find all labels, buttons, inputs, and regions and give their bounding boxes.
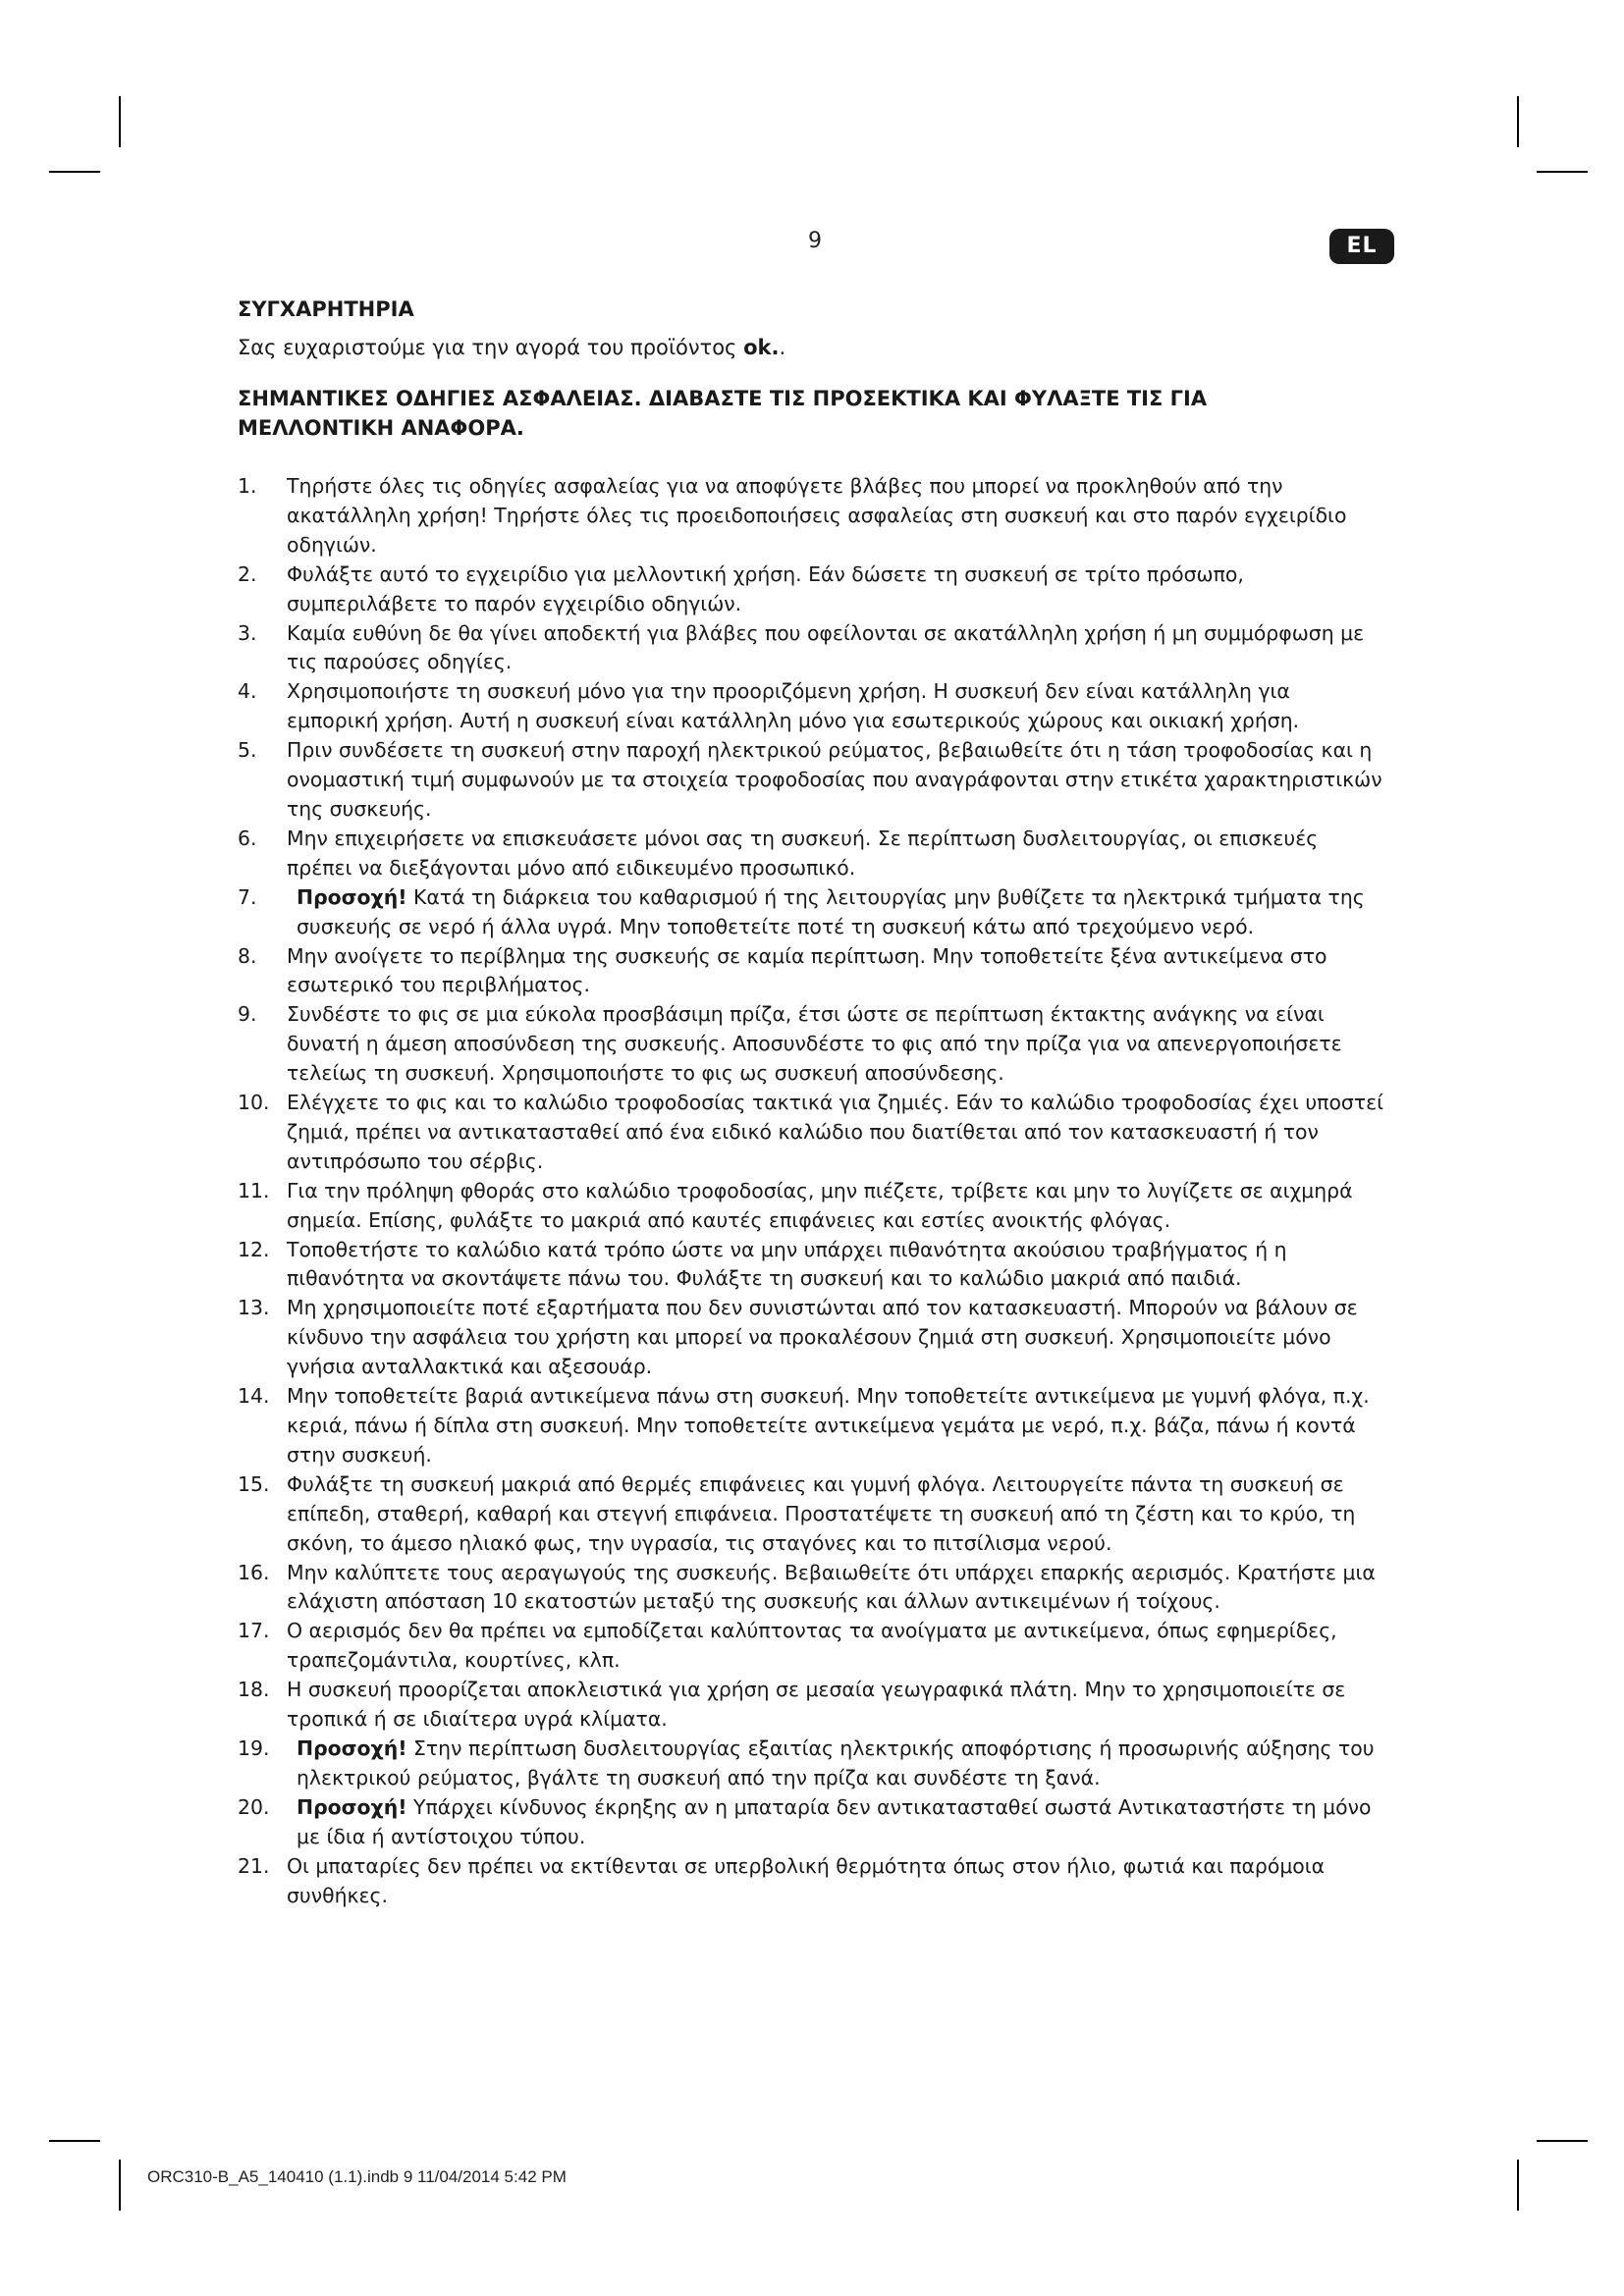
safety-heading-line-2: ΜΕΛΛΟΝΤΙΚΗ ΑΝΑΦΟΡΑ. bbox=[238, 416, 524, 440]
item-number: 2. bbox=[238, 561, 257, 586]
list-item bbox=[238, 1089, 1386, 1177]
item-number: 13. bbox=[238, 1296, 270, 1320]
warning-label: Προσοχή! bbox=[297, 884, 407, 909]
list-item bbox=[238, 1617, 1386, 1676]
safety-heading-line-1: ΣΗΜΑΝΤΙΚΕΣ ΟΔΗΓΙΕΣ ΑΣΦΑΛΕΙΑΣ. ΔΙΑΒΑΣΤΕ ΤΙΣ ΠΡΟΣΕΚΤΙΚΑ ΚΑΙ ΦΥΛΑΞΤΕ ΤΙΣ ΓΙΑ bbox=[238, 387, 1208, 410]
list-item bbox=[238, 883, 1386, 942]
safety-instructions-list bbox=[238, 472, 1386, 1910]
item-number: 4. bbox=[238, 679, 257, 704]
crop-mark-bottom-left-vertical bbox=[119, 2160, 121, 2211]
item-number: 18. bbox=[238, 1678, 270, 1702]
list-item bbox=[238, 942, 1386, 1001]
list-item bbox=[238, 1177, 1386, 1236]
brand-name: ok. bbox=[743, 336, 780, 359]
item-number: 11. bbox=[238, 1178, 270, 1202]
congratulations-title: ΣΥΓΧΑΡΗΤΗΡΙΑ bbox=[238, 297, 414, 321]
item-number: 14. bbox=[238, 1384, 270, 1409]
item-text: Τοποθετήστε το καλώδιο κατά τρόπο ώστε να μην υπάρχει πιθανότητα ακούσιου τραβήγματος ή η πιθανότητα να σκοντάψετε πάνω του. Φυλάξτε τη συσκευή και το καλώδιο μακριά από παιδιά. bbox=[287, 1237, 1287, 1291]
item-number: 16. bbox=[238, 1560, 270, 1584]
list-item bbox=[238, 1735, 1386, 1793]
list-item bbox=[238, 1294, 1386, 1382]
document-body bbox=[238, 294, 1386, 1910]
item-number: 6. bbox=[238, 826, 257, 850]
item-text: Ελέγχετε το φις και το καλώδιο τροφοδοσίας τακτικά για ζημιές. Εάν το καλώδιο τροφοδοσίας έχει υποστεί ζημιά, πρέπει να αντικατασταθεί από ένα ειδικό καλώδιο που διατίθεται από τον κατασκευαστή ή τον αντιπρόσωπο του σέρβις. bbox=[287, 1091, 1384, 1173]
item-number: 10. bbox=[238, 1091, 270, 1115]
crop-mark-bottom-left-horizontal bbox=[49, 2140, 100, 2142]
list-item bbox=[238, 1236, 1386, 1295]
list-item bbox=[238, 1793, 1386, 1852]
item-number: 19. bbox=[238, 1735, 270, 1760]
crop-mark-top-left-horizontal bbox=[49, 171, 100, 173]
crop-mark-bottom-right-vertical bbox=[1517, 2160, 1519, 2211]
list-item bbox=[238, 825, 1386, 883]
thanks-text: Σας ευχαριστούμε για την αγορά του προϊόντος bbox=[238, 336, 744, 359]
item-text: Κατά τη διάρκεια του καθαρισμού ή της λειτουργίας μην βυθίζετε τα ηλεκτρικά τμήματα της συσκευής σε νερό ή άλλα υγρά. Μην τοποθετείτε ποτέ τη συσκευή κάτω από τρεχούμενο νερό. bbox=[297, 884, 1365, 938]
list-item bbox=[238, 472, 1386, 561]
list-item bbox=[238, 1676, 1386, 1735]
item-text: Καμία ευθύνη δε θα γίνει αποδεκτή για βλάβες που οφείλονται σε ακατάλληλη χρήση ή μη συμμόρφωση με τις παρούσες οδηγίες. bbox=[287, 620, 1365, 674]
crop-mark-top-right-horizontal bbox=[1537, 171, 1588, 173]
warning-label: Προσοχή! bbox=[297, 1735, 407, 1760]
item-text: Χρησιμοποιήστε τη συσκευή μόνο για την προοριζόμενη χρήση. Η συσκευή δεν είναι κατάλληλη για εμπορική χρήση. Αυτή η συσκευή είναι κατάλληλη μόνο για εσωτερικούς χώρους και οικιακή χρήση. bbox=[287, 679, 1300, 733]
item-number: 20. bbox=[238, 1794, 270, 1819]
item-text: Μην τοποθετείτε βαριά αντικείμενα πάνω στη συσκευή. Μην τοποθετείτε αντικείμενα με γυμνή φλόγα, π.χ. κεριά, πάνω ή δίπλα στη συσκευή. Μην τοποθετείτε αντικείμενα γεμάτα με νερό, π.χ. βάζα, πάνω ή κοντά στην συσκευή. bbox=[287, 1384, 1370, 1467]
item-number: 3. bbox=[238, 620, 257, 645]
item-number: 8. bbox=[238, 943, 257, 968]
list-item bbox=[238, 1470, 1386, 1559]
item-number: 12. bbox=[238, 1237, 270, 1261]
item-text: Μην καλύπτετε τους αεραγωγούς της συσκευής. Βεβαιωθείτε ότι υπάρχει επαρκής αερισμός. Κρατήστε μια ελάχιστη απόσταση 10 εκατοστών μεταξύ της συσκευής και άλλων αντικειμένων ή τοίχους. bbox=[287, 1560, 1376, 1614]
crop-mark-top-right-vertical bbox=[1517, 96, 1519, 147]
item-number: 5. bbox=[238, 738, 257, 763]
item-text: Φυλάξτε τη συσκευή μακριά από θερμές επιφάνειες και γυμνή φλόγα. Λειτουργείτε πάντα τη συσκευή σε επίπεδη, σταθερή, καθαρή και στεγνή επιφάνεια. Προστατέψετε τη συσκευή από τη ζέστη και το κρύο, τη σκόνη, το άμεσο ηλιακό φως, την υγρασία, τις σταγόνες και το πιτσίλισμα νερού. bbox=[287, 1471, 1356, 1555]
list-item bbox=[238, 1382, 1386, 1470]
safety-heading bbox=[238, 384, 1386, 443]
item-text: Πριν συνδέσετε τη συσκευή στην παροχή ηλεκτρικού ρεύματος, βεβαιωθείτε ότι η τάση τροφοδοσίας και η ονομαστική τιμή συμφωνούν με τα στοιχεία τροφοδοσίας που αναγράφονται στην ετικέτα χαρακτηριστικών της συσκευής. bbox=[287, 738, 1382, 821]
item-number: 15. bbox=[238, 1471, 270, 1496]
item-text: Συνδέστε το φις σε μια εύκολα προσβάσιμη πρίζα, έτσι ώστε σε περίπτωση έκτακτης ανάγκης να είναι δυνατή η άμεση αποσύνδεση της συσκευής. Αποσυνδέστε το φις από την πρίζα για να απενεργοποιήσετε τελείως τη συσκευή. Χρησιμοποιήστε το φις ως συσκευή αποσύνδεσης. bbox=[287, 1002, 1342, 1086]
item-number: 9. bbox=[238, 1002, 257, 1027]
list-item bbox=[238, 736, 1386, 825]
item-number: 21. bbox=[238, 1853, 270, 1878]
warning-label: Προσοχή! bbox=[297, 1794, 407, 1819]
list-item bbox=[238, 619, 1386, 678]
item-text: Η συσκευή προορίζεται αποκλειστικά για χρήση σε μεσαία γεωγραφικά πλάτη. Μην το χρησιμοποιείτε σε τροπικά ή σε ιδιαίτερα υγρά κλίματα. bbox=[287, 1678, 1346, 1732]
item-text: Τηρήστε όλες τις οδηγίες ασφαλείας για να αποφύγετε βλάβες που μπορεί να προκληθούν από την ακατάλληλη χρήση! Τηρήστε όλες τις προειδοποιήσεις ασφαλείας στη συσκευή και στο παρόν εγχειρίδιο οδηγιών. bbox=[287, 474, 1347, 557]
list-item bbox=[238, 677, 1386, 736]
item-text: Μη χρησιμοποιείτε ποτέ εξαρτήματα που δεν συνιστώνται από τον κατασκευαστή. Μπορούν να βάλουν σε κίνδυνο την ασφάλεια του χρήστη και μπορεί να προκαλέσουν ζημιά στη συσκευή. Χρησιμοποιείτε μόνο γνήσια ανταλλακτικά και αξεσουάρ. bbox=[287, 1296, 1358, 1379]
list-item bbox=[238, 1559, 1386, 1618]
item-text: Στην περίπτωση δυσλειτουργίας εξαιτίας ηλεκτρικής αποφόρτισης ή προσωρινής αύξησης του ηλεκτρικού ρεύματος, βγάλτε τη συσκευή από την πρίζα και συνδέστε τη ξανά. bbox=[297, 1735, 1375, 1789]
item-text: Μην επιχειρήσετε να επισκευάσετε μόνοι σας τη συσκευή. Σε περίπτωση δυσλειτουργίας, οι επισκευές πρέπει να διεξάγονται μόνο από ειδικευμένο προσωπικό. bbox=[287, 826, 1319, 880]
crop-mark-bottom-right-horizontal bbox=[1537, 2140, 1588, 2142]
list-item bbox=[238, 1852, 1386, 1911]
item-number: 7. bbox=[238, 884, 257, 909]
thanks-suffix: . bbox=[779, 336, 786, 359]
list-item bbox=[238, 561, 1386, 619]
item-number: 1. bbox=[238, 474, 257, 498]
item-text: Ο αερισμός δεν θα πρέπει να εμποδίζεται καλύπτοντας τα ανοίγματα με αντικείμενα, όπως εφημερίδες, τραπεζομάντιλα, κουρτίνες, κλπ. bbox=[287, 1619, 1337, 1673]
item-text: Για την πρόληψη φθοράς στο καλώδιο τροφοδοσίας, μην πιέζετε, τρίβετε και μην το λυγίζετε σε αιχμηρά σημεία. Επίσης, φυλάξτε το μακριά από καυτές επιφάνειες και εστίες ανοικτής φλόγας. bbox=[287, 1178, 1353, 1232]
print-imprint: ORC310-B_A5_140410 (1.1).indb 9 11/04/2014 5:42 PM bbox=[147, 2167, 567, 2186]
page-number: 9 bbox=[808, 229, 822, 253]
item-text: Οι μπαταρίες δεν πρέπει να εκτίθενται σε υπερβολική θερμότητα όπως στον ήλιο, φωτιά και παρόμοια συνθήκες. bbox=[287, 1853, 1326, 1907]
language-badge: EL bbox=[1329, 229, 1394, 264]
item-text: Μην ανοίγετε το περίβλημα της συσκευής σε καμία περίπτωση. Μην τοποθετείτε ξένα αντικείμενα στο εσωτερικό του περιβλήματος. bbox=[287, 943, 1327, 997]
crop-mark-top-left-vertical bbox=[119, 96, 121, 147]
thanks-line bbox=[238, 333, 1386, 362]
list-item bbox=[238, 1000, 1386, 1089]
item-number: 17. bbox=[238, 1619, 270, 1643]
item-text: Φυλάξτε αυτό το εγχειρίδιο για μελλοντική χρήση. Εάν δώσετε τη συσκευή σε τρίτο πρόσωπο, συμπεριλάβετε το παρόν εγχειρίδιο οδηγιών. bbox=[287, 561, 1244, 615]
item-text: Υπάρχει κίνδυνος έκρηξης αν η μπαταρία δεν αντικατασταθεί σωστά Αντικαταστήστε τη μόνο με ίδια ή αντίστοιχου τύπου. bbox=[297, 1794, 1372, 1848]
